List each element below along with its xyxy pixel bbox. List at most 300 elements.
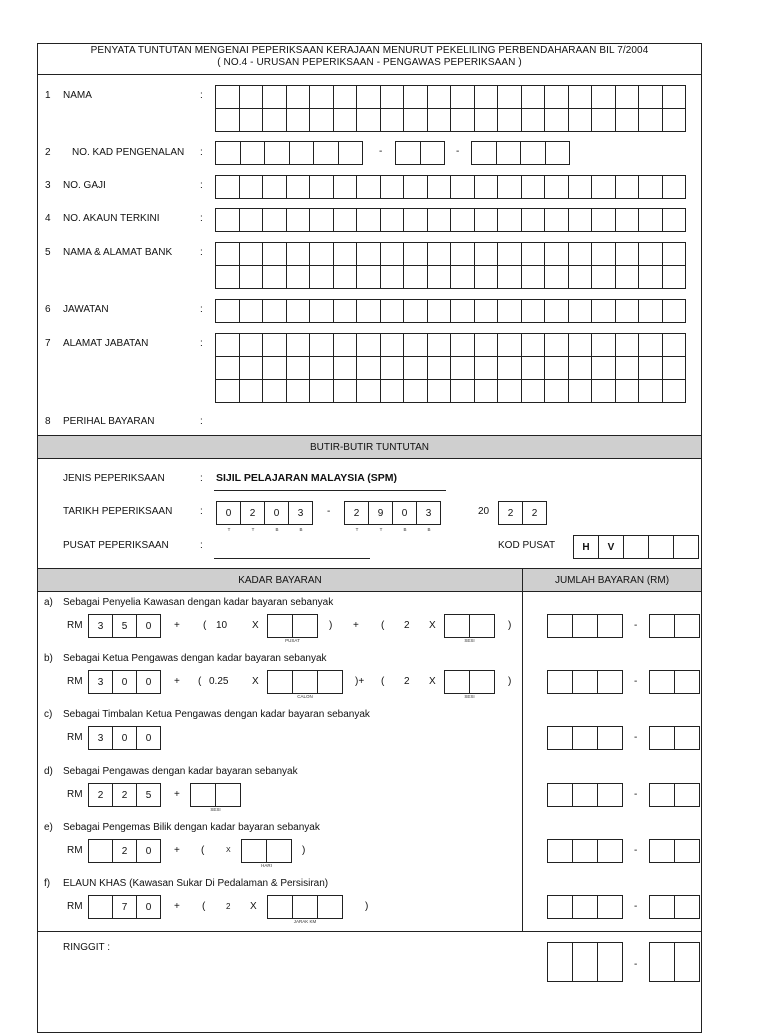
nama-cell[interactable] <box>450 108 475 132</box>
alamat-cell[interactable] <box>591 379 616 403</box>
nama-cell[interactable] <box>638 108 663 132</box>
nama-cell[interactable] <box>239 85 264 109</box>
nama-cell[interactable] <box>309 108 334 132</box>
no-akaun-cell[interactable] <box>309 208 334 232</box>
no-gaji-cell[interactable] <box>309 175 334 199</box>
bank-cell[interactable] <box>544 265 569 289</box>
alamat-cell[interactable] <box>591 333 616 357</box>
no-gaji-cell[interactable] <box>615 175 640 199</box>
alamat-cell[interactable] <box>356 356 381 380</box>
ic-part1-cell[interactable] <box>313 141 339 165</box>
nama-cell[interactable] <box>568 85 593 109</box>
alamat-cell[interactable] <box>497 356 522 380</box>
sesi-cell[interactable] <box>190 783 216 807</box>
alamat-cell[interactable] <box>262 356 287 380</box>
bank-cell[interactable] <box>544 242 569 266</box>
no-gaji-cell[interactable] <box>403 175 428 199</box>
kod-pusat-cell[interactable] <box>673 535 699 559</box>
no-akaun-cell[interactable] <box>427 208 452 232</box>
rate-cell[interactable]: 0 <box>136 670 161 694</box>
nama-cell[interactable] <box>427 85 452 109</box>
jumlah-ringgit-cell[interactable] <box>572 614 598 638</box>
nama-cell[interactable] <box>262 108 287 132</box>
bank-cell[interactable] <box>215 242 240 266</box>
alamat-cell[interactable] <box>356 379 381 403</box>
bank-cell[interactable] <box>262 265 287 289</box>
alamat-cell[interactable] <box>262 333 287 357</box>
nama-cell[interactable] <box>591 108 616 132</box>
alamat-cell[interactable] <box>427 356 452 380</box>
alamat-cell[interactable] <box>309 356 334 380</box>
alamat-cell[interactable] <box>544 333 569 357</box>
no-akaun-cell[interactable] <box>497 208 522 232</box>
nama-cell[interactable] <box>286 108 311 132</box>
tarikh-akhir-cell[interactable]: 3 <box>416 501 441 525</box>
alamat-cell[interactable] <box>662 333 687 357</box>
colon: : <box>200 416 203 427</box>
tarikh-mula-cell[interactable]: 3 <box>288 501 313 525</box>
alamat-cell[interactable] <box>615 356 640 380</box>
rate-cell[interactable]: 0 <box>136 726 161 750</box>
alamat-cell[interactable] <box>380 333 405 357</box>
jarak-cell[interactable] <box>267 895 293 919</box>
bank-cell[interactable] <box>568 242 593 266</box>
alamat-cell[interactable] <box>615 379 640 403</box>
alamat-cell[interactable] <box>568 356 593 380</box>
bank-cell[interactable] <box>239 242 264 266</box>
tarikh-akhir-cell[interactable]: 0 <box>392 501 417 525</box>
bank-cell[interactable] <box>474 242 499 266</box>
jumlah-ringgit-cell[interactable] <box>597 726 623 750</box>
alamat-cell[interactable] <box>615 333 640 357</box>
nama-cell[interactable] <box>262 85 287 109</box>
alamat-cell[interactable] <box>239 333 264 357</box>
nama-cell[interactable] <box>450 85 475 109</box>
no-akaun-cell[interactable] <box>215 208 240 232</box>
ic-part2-cell[interactable] <box>395 141 421 165</box>
rate-cell[interactable]: 2 <box>88 783 113 807</box>
ic-part3-cell[interactable] <box>496 141 522 165</box>
jumlah-sen-cell[interactable] <box>674 783 700 807</box>
tarikh-mula-cell[interactable]: 2 <box>240 501 265 525</box>
alamat-cell[interactable] <box>286 379 311 403</box>
kod-pusat-cell[interactable] <box>648 535 674 559</box>
no-gaji-cell[interactable] <box>450 175 475 199</box>
jarak-cell[interactable] <box>292 895 318 919</box>
ic-part3-cell[interactable] <box>545 141 571 165</box>
jumlah-sen-cell[interactable] <box>649 783 675 807</box>
hari-cell[interactable] <box>241 839 267 863</box>
jawatan-cell[interactable] <box>615 299 640 323</box>
bank-cell[interactable] <box>309 265 334 289</box>
ic-part3-cell[interactable] <box>471 141 497 165</box>
rate-cell[interactable]: 7 <box>112 895 137 919</box>
bank-cell[interactable] <box>497 242 522 266</box>
alamat-cell[interactable] <box>286 333 311 357</box>
no-akaun-cell[interactable] <box>568 208 593 232</box>
bank-cell[interactable] <box>215 265 240 289</box>
no-akaun-cell[interactable] <box>286 208 311 232</box>
jarak-cell[interactable] <box>317 895 343 919</box>
alamat-cell[interactable] <box>521 379 546 403</box>
total-ringgit-cell[interactable] <box>572 942 598 982</box>
alamat-cell[interactable] <box>333 379 358 403</box>
tahun-cell[interactable]: 2 <box>522 501 547 525</box>
alamat-cell[interactable] <box>427 379 452 403</box>
alamat-cell[interactable] <box>662 379 687 403</box>
jumlah-ringgit-cell[interactable] <box>597 670 623 694</box>
nama-cell[interactable] <box>380 85 405 109</box>
jumlah-sen-cell[interactable] <box>649 614 675 638</box>
jumlah-sen-cell[interactable] <box>674 614 700 638</box>
nama-cell[interactable] <box>427 108 452 132</box>
jawatan-cell[interactable] <box>544 299 569 323</box>
bank-cell[interactable] <box>638 242 663 266</box>
alamat-cell[interactable] <box>356 333 381 357</box>
bank-cell[interactable] <box>521 242 546 266</box>
sesi-cell[interactable] <box>469 670 495 694</box>
jawatan-cell[interactable] <box>591 299 616 323</box>
jumlah-sen-cell[interactable] <box>674 895 700 919</box>
ic-part1-cell[interactable] <box>338 141 364 165</box>
jawatan-cell[interactable] <box>662 299 687 323</box>
nama-cell[interactable] <box>544 85 569 109</box>
jumlah-sen-cell[interactable] <box>649 670 675 694</box>
no-akaun-cell[interactable] <box>662 208 687 232</box>
alamat-cell[interactable] <box>380 379 405 403</box>
bank-cell[interactable] <box>591 242 616 266</box>
alamat-cell[interactable] <box>427 333 452 357</box>
pusat-underline[interactable] <box>214 558 370 559</box>
tarikh-mula-cell[interactable]: 0 <box>216 501 241 525</box>
alamat-cell[interactable] <box>544 356 569 380</box>
alamat-cell[interactable] <box>497 379 522 403</box>
bank-cell[interactable] <box>474 265 499 289</box>
bank-cell[interactable] <box>239 265 264 289</box>
ic-part1-cell[interactable] <box>264 141 290 165</box>
rate-cell[interactable]: 0 <box>136 839 161 863</box>
kod-pusat-cell[interactable] <box>623 535 649 559</box>
alamat-cell[interactable] <box>638 356 663 380</box>
nama-cell[interactable] <box>309 85 334 109</box>
bank-cell[interactable] <box>638 265 663 289</box>
alamat-cell[interactable] <box>215 356 240 380</box>
hari-cell[interactable] <box>266 839 292 863</box>
bank-cell[interactable] <box>356 242 381 266</box>
bank-cell[interactable] <box>450 265 475 289</box>
no-akaun-cell[interactable] <box>638 208 663 232</box>
jawatan-cell[interactable] <box>568 299 593 323</box>
nama-cell[interactable] <box>544 108 569 132</box>
total-sen-cell[interactable] <box>649 942 675 982</box>
bank-cell[interactable] <box>662 265 687 289</box>
alamat-cell[interactable] <box>309 379 334 403</box>
no-akaun-cell[interactable] <box>262 208 287 232</box>
nama-cell[interactable] <box>356 85 381 109</box>
alamat-cell[interactable] <box>239 379 264 403</box>
no-gaji-cell[interactable] <box>333 175 358 199</box>
no-gaji-cell[interactable] <box>474 175 499 199</box>
no-gaji-cell[interactable] <box>497 175 522 199</box>
bank-cell[interactable] <box>450 242 475 266</box>
bank-cell[interactable] <box>333 242 358 266</box>
jumlah-ringgit-cell[interactable] <box>547 670 573 694</box>
jawatan-cell[interactable] <box>497 299 522 323</box>
alamat-cell[interactable] <box>380 356 405 380</box>
nama-cell[interactable] <box>380 108 405 132</box>
jumlah-sen-cell[interactable] <box>674 726 700 750</box>
alamat-cell[interactable] <box>262 379 287 403</box>
rate-cell[interactable]: 5 <box>136 783 161 807</box>
no-akaun-cell[interactable] <box>239 208 264 232</box>
bank-cell[interactable] <box>427 242 452 266</box>
no-gaji-cell[interactable] <box>521 175 546 199</box>
nama-cell[interactable] <box>521 85 546 109</box>
jenis-value[interactable]: SIJIL PELAJARAN MALAYSIA (SPM) <box>216 472 398 484</box>
tahun-cell[interactable]: 2 <box>498 501 523 525</box>
jumlah-ringgit-cell[interactable] <box>597 839 623 863</box>
jumlah-ringgit-cell[interactable] <box>572 783 598 807</box>
jumlah-ringgit-cell[interactable] <box>572 839 598 863</box>
jawatan-cell[interactable] <box>215 299 240 323</box>
bank-cell[interactable] <box>309 242 334 266</box>
alamat-cell[interactable] <box>568 333 593 357</box>
nama-cell[interactable] <box>615 85 640 109</box>
jawatan-cell[interactable] <box>427 299 452 323</box>
expr-token: + <box>353 620 359 631</box>
calon-cell[interactable] <box>317 670 343 694</box>
sesi-cell[interactable] <box>215 783 241 807</box>
jumlah-ringgit-cell[interactable] <box>547 726 573 750</box>
alamat-cell[interactable] <box>591 356 616 380</box>
jumlah-ringgit-cell[interactable] <box>572 726 598 750</box>
alamat-cell[interactable] <box>450 356 475 380</box>
jumlah-ringgit-cell[interactable] <box>597 895 623 919</box>
nama-cell[interactable] <box>638 85 663 109</box>
no-gaji-cell[interactable] <box>427 175 452 199</box>
bank-cell[interactable] <box>591 265 616 289</box>
jumlah-sen-cell[interactable] <box>649 895 675 919</box>
tarikh-akhir-cell[interactable]: 9 <box>368 501 393 525</box>
alamat-cell[interactable] <box>568 379 593 403</box>
bank-cell[interactable] <box>286 242 311 266</box>
jumlah-ringgit-cell[interactable] <box>547 614 573 638</box>
calon-cell[interactable] <box>292 670 318 694</box>
nama-cell[interactable] <box>497 108 522 132</box>
no-gaji-cell[interactable] <box>262 175 287 199</box>
jumlah-sen-cell[interactable] <box>649 839 675 863</box>
no-akaun-cell[interactable] <box>591 208 616 232</box>
no-gaji-cell[interactable] <box>356 175 381 199</box>
ic-part2-cell[interactable] <box>420 141 446 165</box>
rate-cell[interactable]: 0 <box>112 670 137 694</box>
nama-cell[interactable] <box>333 108 358 132</box>
alamat-cell[interactable] <box>544 379 569 403</box>
alamat-cell[interactable] <box>333 356 358 380</box>
tarikh-mula-cell[interactable]: 0 <box>264 501 289 525</box>
nama-cell[interactable] <box>215 85 240 109</box>
alamat-cell[interactable] <box>638 333 663 357</box>
no-gaji-cell[interactable] <box>380 175 405 199</box>
bank-cell[interactable] <box>615 242 640 266</box>
alamat-cell[interactable] <box>333 333 358 357</box>
nama-cell[interactable] <box>215 108 240 132</box>
pusat-cell[interactable] <box>292 614 318 638</box>
ic-part1-cell[interactable] <box>289 141 315 165</box>
nama-cell[interactable] <box>403 85 428 109</box>
alamat-cell[interactable] <box>450 379 475 403</box>
rate-cell[interactable]: 3 <box>88 670 113 694</box>
jawatan-cell[interactable] <box>450 299 475 323</box>
no-akaun-cell[interactable] <box>521 208 546 232</box>
no-gaji-cell[interactable] <box>215 175 240 199</box>
alamat-cell[interactable] <box>521 333 546 357</box>
no-gaji-cell[interactable] <box>591 175 616 199</box>
bank-cell[interactable] <box>286 265 311 289</box>
jumlah-sen-cell[interactable] <box>674 839 700 863</box>
nama-cell[interactable] <box>662 85 687 109</box>
jawatan-cell[interactable] <box>403 299 428 323</box>
jawatan-cell[interactable] <box>356 299 381 323</box>
jumlah-ringgit-cell[interactable] <box>547 839 573 863</box>
nama-cell[interactable] <box>591 85 616 109</box>
calon-cell[interactable] <box>267 670 293 694</box>
bank-cell[interactable] <box>568 265 593 289</box>
alamat-cell[interactable] <box>474 333 499 357</box>
nama-cell[interactable] <box>662 108 687 132</box>
no-akaun-cell[interactable] <box>333 208 358 232</box>
jumlah-sen-cell[interactable] <box>649 726 675 750</box>
ic-part3-cell[interactable] <box>520 141 546 165</box>
nama-cell[interactable] <box>474 85 499 109</box>
no-gaji-cell[interactable] <box>239 175 264 199</box>
jumlah-ringgit-cell[interactable] <box>572 670 598 694</box>
total-sen-cell[interactable] <box>674 942 700 982</box>
total-ringgit-cell[interactable] <box>547 942 573 982</box>
jawatan-cell[interactable] <box>239 299 264 323</box>
ic-part1-cell[interactable] <box>215 141 241 165</box>
rate-cell[interactable]: 0 <box>136 614 161 638</box>
alamat-cell[interactable] <box>403 379 428 403</box>
bank-cell[interactable] <box>662 242 687 266</box>
alamat-cell[interactable] <box>497 333 522 357</box>
jawatan-cell[interactable] <box>474 299 499 323</box>
rate-cell[interactable]: 3 <box>88 726 113 750</box>
nama-cell[interactable] <box>239 108 264 132</box>
pusat-cell[interactable] <box>267 614 293 638</box>
alamat-cell[interactable] <box>638 379 663 403</box>
rate-cell[interactable]: 0 <box>136 895 161 919</box>
rate-cell[interactable]: 0 <box>112 726 137 750</box>
nama-cell[interactable] <box>497 85 522 109</box>
bank-cell[interactable] <box>380 242 405 266</box>
no-akaun-cell[interactable] <box>615 208 640 232</box>
bank-cell[interactable] <box>427 265 452 289</box>
rate-cell[interactable]: 2 <box>112 839 137 863</box>
jawatan-cell[interactable] <box>638 299 663 323</box>
kod-pusat-cell[interactable]: H <box>573 535 599 559</box>
bank-cell[interactable] <box>380 265 405 289</box>
tarikh-akhir-cell[interactable]: 2 <box>344 501 369 525</box>
no-akaun-cell[interactable] <box>544 208 569 232</box>
nama-cell[interactable] <box>568 108 593 132</box>
alamat-cell[interactable] <box>662 356 687 380</box>
no-gaji-cell[interactable] <box>544 175 569 199</box>
sesi-cell[interactable] <box>469 614 495 638</box>
rate-cell[interactable]: 2 <box>112 783 137 807</box>
nama-cell[interactable] <box>521 108 546 132</box>
bank-cell[interactable] <box>262 242 287 266</box>
ic-part1-cell[interactable] <box>240 141 266 165</box>
alamat-cell[interactable] <box>450 333 475 357</box>
jawatan-cell[interactable] <box>286 299 311 323</box>
no-akaun-cell[interactable] <box>403 208 428 232</box>
jumlah-ringgit-cell[interactable] <box>547 895 573 919</box>
jumlah-ringgit-cell[interactable] <box>597 614 623 638</box>
bank-cell[interactable] <box>521 265 546 289</box>
jumlah-sen-cell[interactable] <box>674 670 700 694</box>
jumlah-ringgit-cell[interactable] <box>547 783 573 807</box>
no-gaji-cell[interactable] <box>286 175 311 199</box>
sesi-cell[interactable] <box>444 670 470 694</box>
jawatan-cell[interactable] <box>521 299 546 323</box>
alamat-cell[interactable] <box>215 379 240 403</box>
kod-pusat-cell[interactable]: V <box>598 535 624 559</box>
nama-cell[interactable] <box>615 108 640 132</box>
jawatan-cell[interactable] <box>333 299 358 323</box>
bank-cell[interactable] <box>403 265 428 289</box>
alamat-cell[interactable] <box>239 356 264 380</box>
alamat-cell[interactable] <box>474 379 499 403</box>
jumlah-ringgit-cell[interactable] <box>597 783 623 807</box>
bank-cell[interactable] <box>497 265 522 289</box>
nama-cell[interactable] <box>286 85 311 109</box>
nama-cell[interactable] <box>403 108 428 132</box>
alamat-cell[interactable] <box>309 333 334 357</box>
jawatan-cell[interactable] <box>380 299 405 323</box>
jawatan-cell[interactable] <box>262 299 287 323</box>
rate-cell[interactable]: 3 <box>88 614 113 638</box>
jawatan-cell[interactable] <box>309 299 334 323</box>
no-gaji-cell[interactable] <box>638 175 663 199</box>
total-ringgit-cell[interactable] <box>597 942 623 982</box>
no-akaun-cell[interactable] <box>356 208 381 232</box>
alamat-cell[interactable] <box>474 356 499 380</box>
sesi-cell[interactable] <box>444 614 470 638</box>
alamat-cell[interactable] <box>215 333 240 357</box>
rate-cell[interactable]: 5 <box>112 614 137 638</box>
bank-cell[interactable] <box>403 242 428 266</box>
no-akaun-cell[interactable] <box>380 208 405 232</box>
alamat-cell[interactable] <box>403 356 428 380</box>
no-gaji-cell[interactable] <box>662 175 687 199</box>
bank-cell[interactable] <box>333 265 358 289</box>
bank-cell[interactable] <box>615 265 640 289</box>
alamat-cell[interactable] <box>521 356 546 380</box>
nama-cell[interactable] <box>356 108 381 132</box>
alamat-cell[interactable] <box>403 333 428 357</box>
alamat-cell[interactable] <box>286 356 311 380</box>
rate-cell[interactable] <box>88 839 113 863</box>
bank-cell[interactable] <box>356 265 381 289</box>
nama-cell[interactable] <box>474 108 499 132</box>
rate-cell[interactable] <box>88 895 113 919</box>
nama-cell[interactable] <box>333 85 358 109</box>
no-akaun-cell[interactable] <box>474 208 499 232</box>
no-gaji-cell[interactable] <box>568 175 593 199</box>
no-akaun-cell[interactable] <box>450 208 475 232</box>
jumlah-ringgit-cell[interactable] <box>572 895 598 919</box>
